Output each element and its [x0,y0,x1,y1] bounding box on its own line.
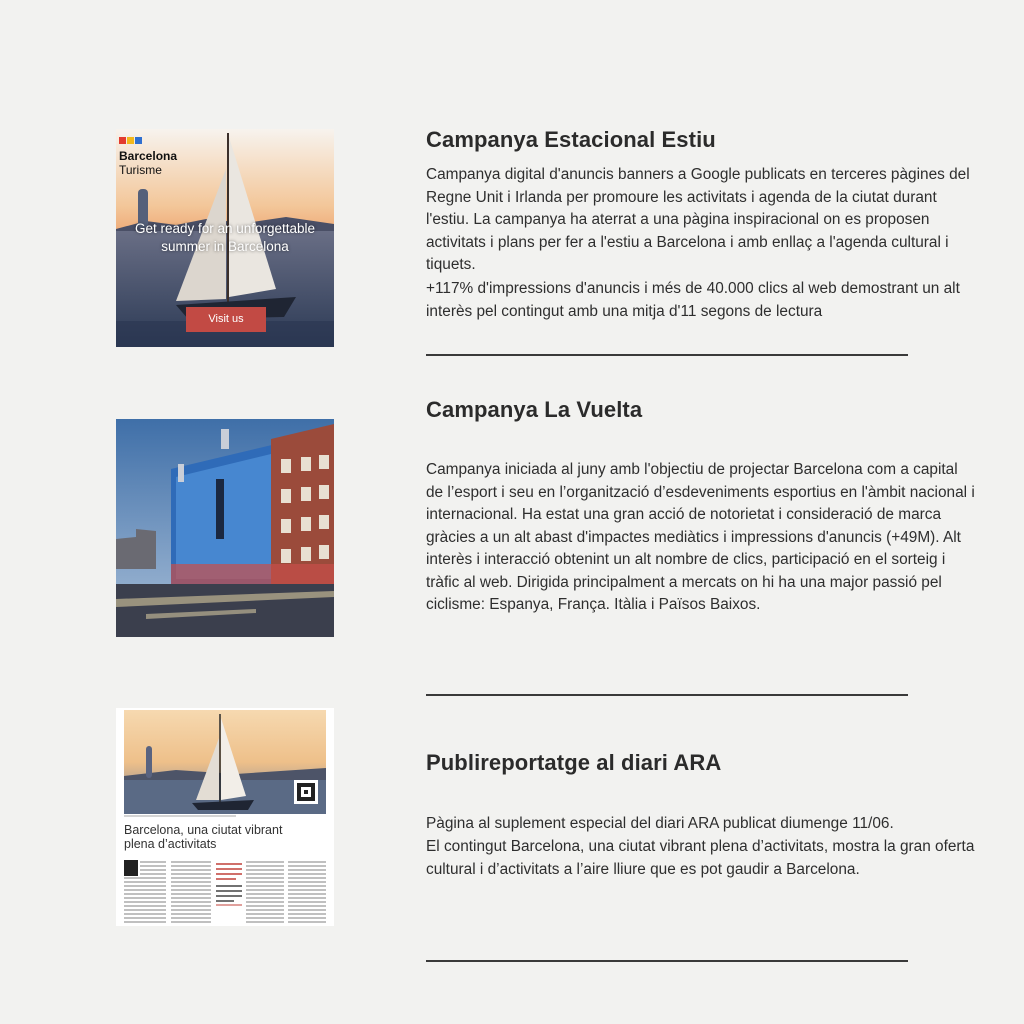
campaign-title-ara: Publireportatge al diari ARA [426,750,722,775]
campaign-description-ara-line1: Pàgina al suplement especial del diari ARA publicat diumenge 11/06. [426,815,894,832]
newspaper-headline [124,823,324,851]
campaign-results-summer: +117% d'impressions d'anuncis i més de 40.000 clics al web demostrant un alt interès pel contingut amb una mitja d'11 segons de lectura [426,280,960,320]
banner-headline-line1: Get ready for an unforgettable [134,221,316,236]
newspaper-layout-illustration [116,708,334,926]
summer-campaign-banner-image [116,129,334,347]
ara-newspaper-page-image [116,708,334,926]
building-billboard-illustration [116,419,334,637]
campaign-description-la-vuelta: Campanya iniciada al juny amb l'objectiu de projectar Barcelona com a capital de l’esport i seu en l’organització d’esdeveniments esportius en l'àmbit nacional i internacional. Ha estat una gran acció de notorietat i consideració de marca gràcies a un alt abast d'impactes mediàtics i impressions d'anuncis (+49M). Alt interès i interacció obtenint un alt nombre de clics, participació en el sorteig i tràfic al web. Dirigida principalment a mercats on hi ha una major passió pel ciclisme: Espanya, França. Itàlia i Països Baixos. [426,461,975,613]
campaign-description-summer: Campanya digital d'anuncis banners a Google publicats en terceres pàgines del Regne Unit i Irlanda per promoure les activitats i agenda de la ciutat durant l'estiu. La campanya ha aterrat a una pàgina inspiracional on es proposen activitats i plans per fer a l'estiu a Barcelona i amb enllaç a l'agenda cultural i tiquets. [426,166,970,273]
logo-barcelona-text: Barcelona [119,149,178,163]
section-divider [426,694,908,696]
campaign-title-la-vuelta: Campanya La Vuelta [426,397,643,422]
logo-turisme-text: Turisme [119,163,162,177]
campaign-description-ara-line2: El contingut Barcelona, una ciutat vibrant plena d’activitats, mostra la gran oferta cultural i d’activitats a l’aire lliure que es pot gaudir a Barcelona. [426,838,975,878]
campaign-title-summer: Campanya Estacional Estiu [426,127,716,152]
newspaper-headline-line2: plena d’activitats [124,837,217,851]
banner-headline-line2: summer in Barcelona [161,239,289,254]
section-divider [426,354,908,356]
section-divider [426,960,908,962]
la-vuelta-campaign-image [116,419,334,637]
newspaper-headline-line1: Barcelona, una ciutat vibrant [124,823,283,837]
visit-us-button: Visit us [186,307,266,332]
